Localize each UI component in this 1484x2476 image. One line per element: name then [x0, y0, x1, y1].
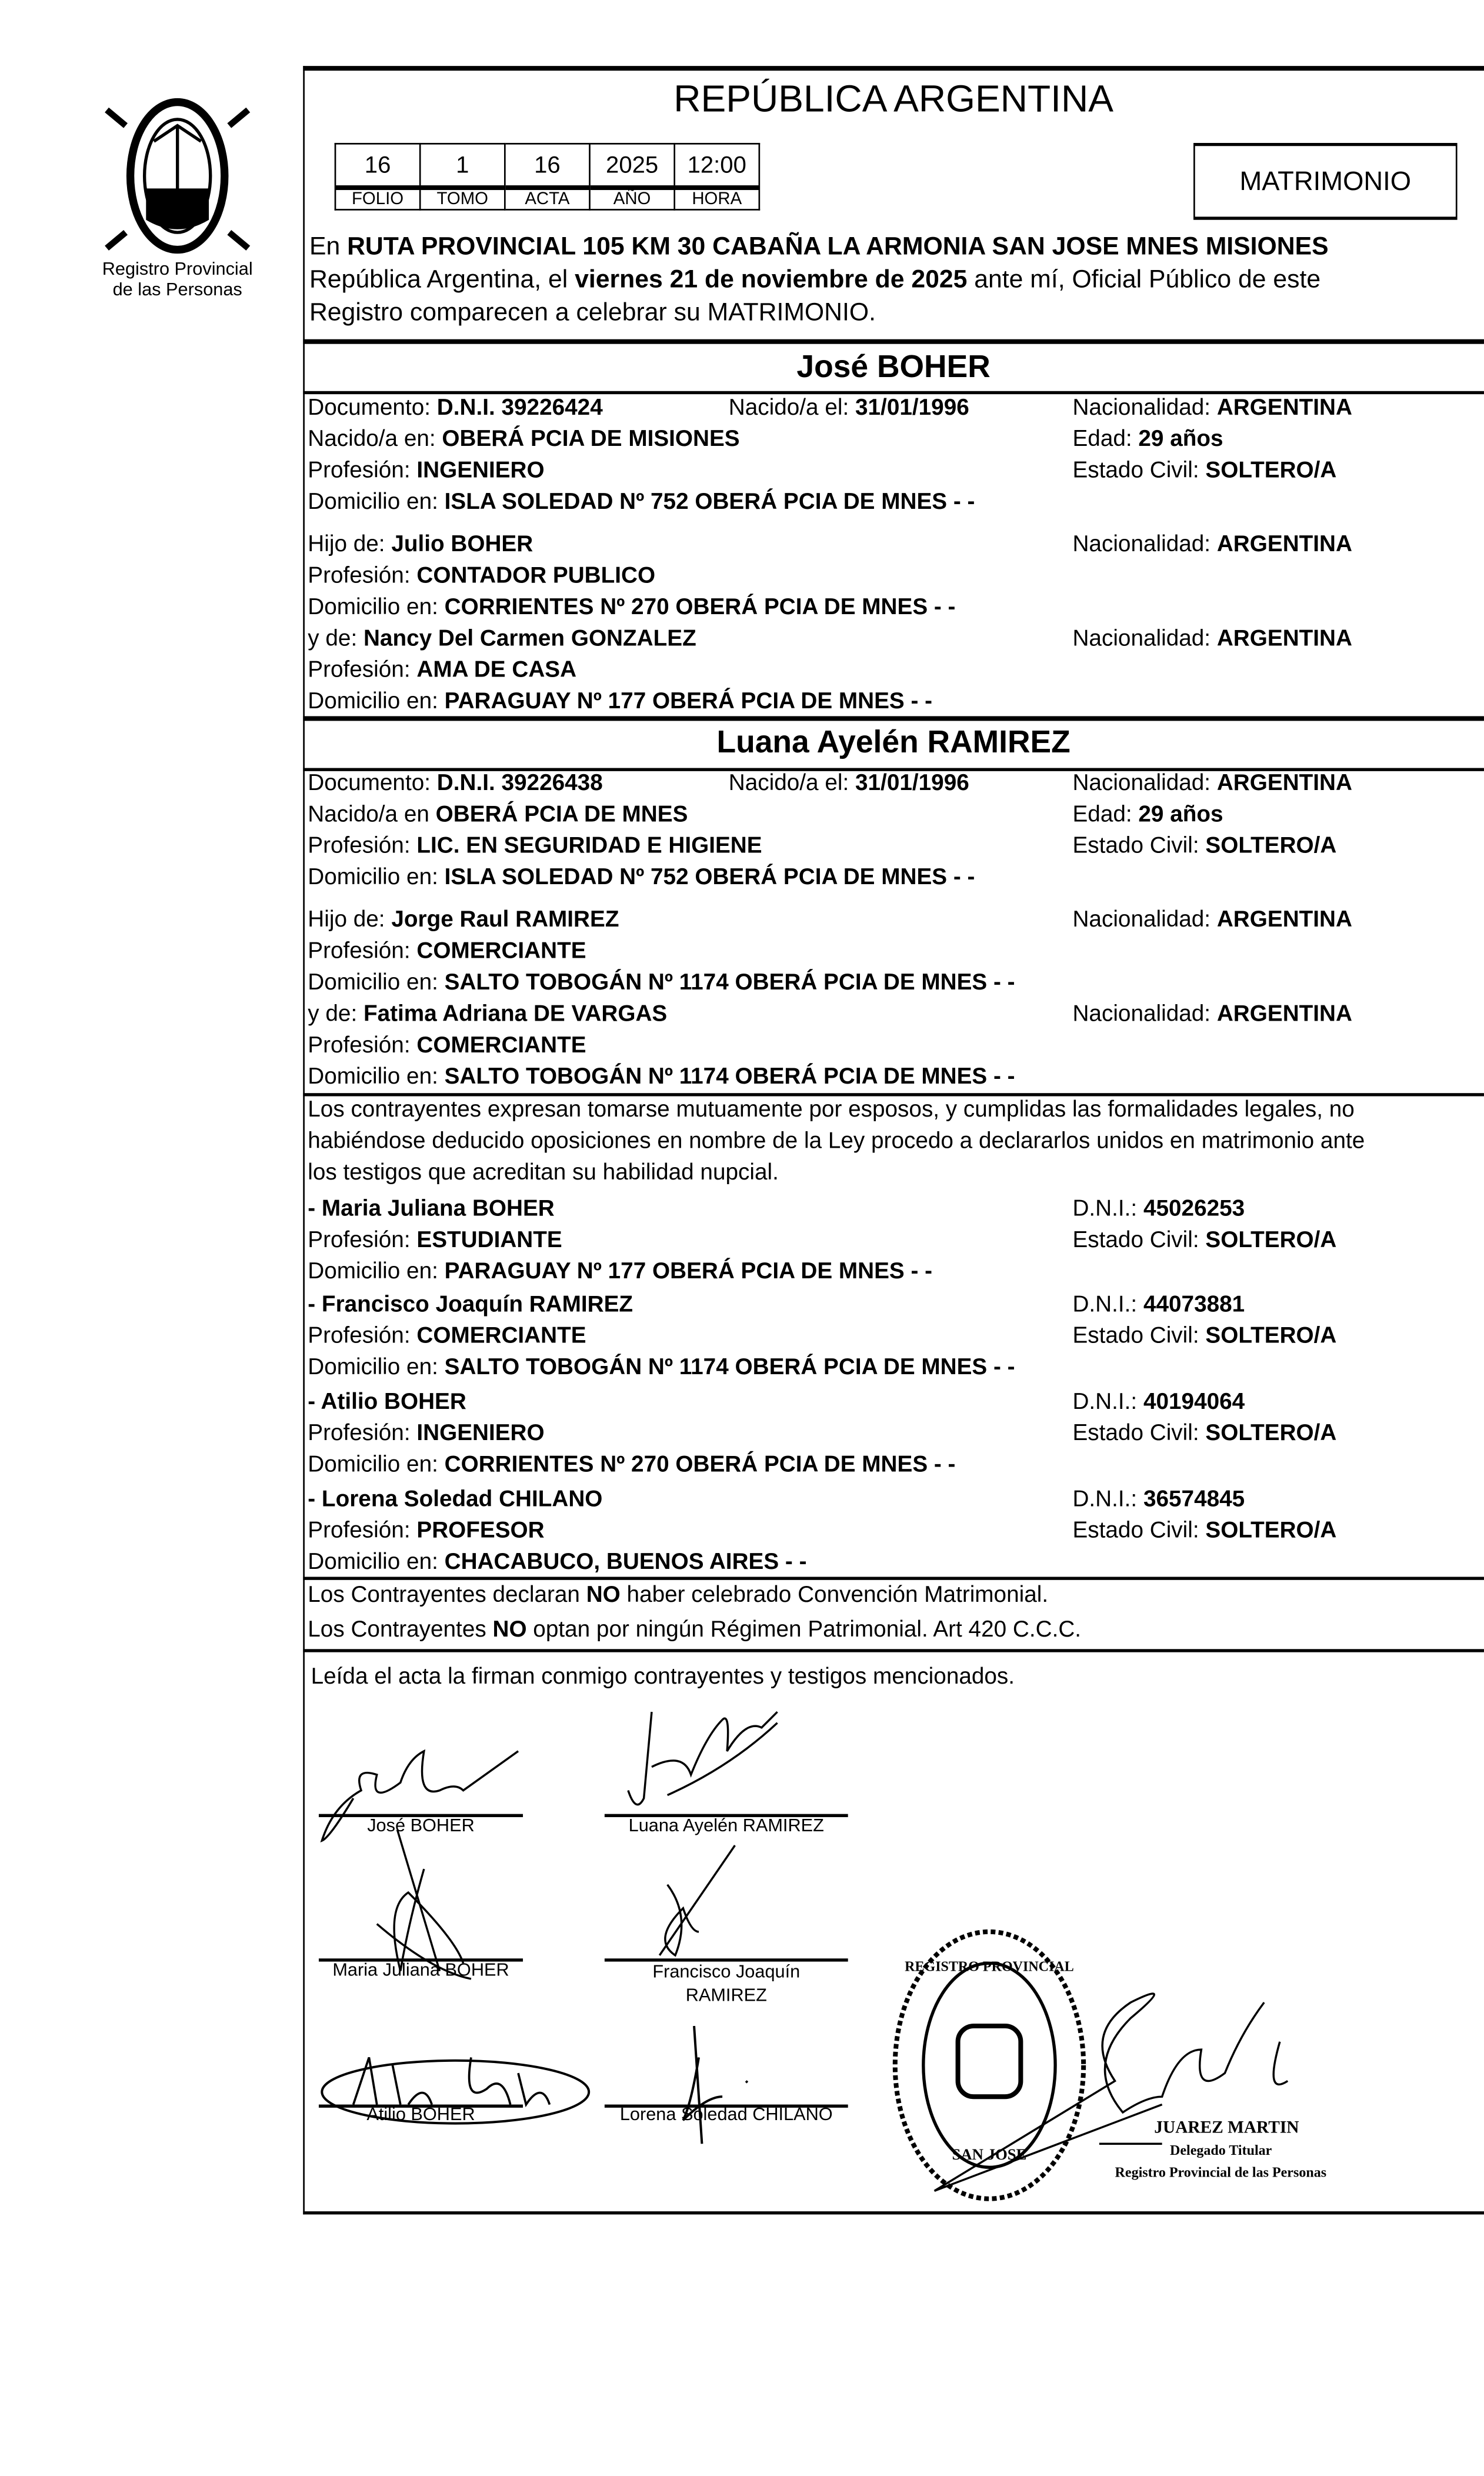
official-name: JUAREZ MARTIN [1154, 2118, 1299, 2138]
signature-label-jose: José BOHER [367, 1817, 475, 1836]
witness-address: Domicilio en: SALTO TOBOGÁN Nº 1174 OBERÁ PCIA DE MNES - - [308, 1355, 1015, 1381]
witness-name: - Francisco Joaquín RAMIREZ [308, 1292, 633, 1318]
record-metadata-table [335, 143, 761, 211]
acta-value: 16 [505, 144, 589, 188]
detail-row: Profesión: AMA DE CASA [308, 658, 577, 684]
logo-caption [83, 261, 271, 301]
witness-dni: D.N.I.: 40194064 [1072, 1389, 1245, 1415]
witness-profession: Profesión: PROFESOR [308, 1518, 545, 1544]
witness-profession: Profesión: INGENIERO [308, 1421, 545, 1447]
detail-row: Documento: D.N.I. 39226424 [308, 395, 603, 421]
detail-right: Estado Civil: SOLTERO/A [1072, 458, 1337, 484]
ceremony-date: viernes 21 de noviembre de 2025 [575, 266, 968, 294]
witness-address: Domicilio en: PARAGUAY Nº 177 OBERÁ PCIA DE MNES - - [308, 1259, 933, 1285]
signature-label-maria: Maria Juliana BOHER [332, 1961, 509, 1981]
detail-right: Edad: 29 años [1072, 802, 1223, 828]
signature-label-francisco: Francisco Joaquín RAMIREZ [652, 1963, 801, 2006]
detail-row: Profesión: INGENIERO [308, 458, 545, 484]
detail-row: Domicilio en: PARAGUAY Nº 177 OBERÁ PCIA DE MNES - - [308, 689, 933, 715]
official-title: Delegado Titular [1170, 2142, 1272, 2158]
act-type-box: MATRIMONIO [1193, 143, 1458, 220]
witness-address: Domicilio en: CHACABUCO, BUENOS AIRES - - [308, 1550, 807, 1575]
folio-value: 16 [335, 144, 420, 188]
witness-dni: D.N.I.: 44073881 [1072, 1292, 1245, 1318]
witness-profession: Profesión: ESTUDIANTE [308, 1228, 562, 1254]
spouse2-name-heading: Luana Ayelén RAMIREZ [716, 725, 1071, 761]
detail-right: Nacionalidad: ARGENTINA [1072, 771, 1352, 797]
signature-label-luana: Luana Ayelén RAMIREZ [628, 1817, 824, 1836]
detail-right: Edad: 29 años [1072, 427, 1223, 452]
official-org: Registro Provincial de las Personas [1115, 2164, 1327, 2180]
detail-right: Nacionalidad: ARGENTINA [1072, 395, 1352, 421]
detail-row: Domicilio en: SALTO TOBOGÁN Nº 1174 OBERÁ PCIA DE MNES - - [308, 970, 1015, 996]
tomo-label: TOMO [420, 188, 505, 209]
intro-paragraph: En RUTA PROVINCIAL 105 KM 30 CABAÑA LA ARMONIA SAN JOSE MNES MISIONES República Argentina, el viernes 21 de noviembre de 2025 ante mí, Oficial Público de este Registro comparecen a celebrar su MATRIMONIO. [309, 234, 1329, 327]
signature-lorena [668, 2026, 778, 2152]
divider [303, 1649, 1484, 1651]
page-title: REPÚBLICA ARGENTINA [673, 78, 1113, 121]
detail-right: Nacionalidad: ARGENTINA [1072, 1002, 1352, 1028]
witness-civil-status: Estado Civil: SOLTERO/A [1072, 1518, 1337, 1544]
misiones-coat-of-arms-logo [94, 94, 261, 258]
folio-label: FOLIO [335, 188, 420, 209]
logo-caption-line1: Registro Provincial [102, 261, 253, 280]
detail-row: Profesión: CONTADOR PUBLICO [308, 564, 656, 589]
detail-row: y de: Fatima Adriana DE VARGAS [308, 1002, 668, 1028]
detail-row: Domicilio en: ISLA SOLEDAD Nº 752 OBERÁ PCIA DE MNES - - [308, 865, 975, 891]
divider [303, 716, 1484, 720]
declaration-text: Los contrayentes expresan tomarse mutuamente por esposos, y cumplidas las formalidades legales, no habiéndose deducido oposiciones en nombre de la Ley procedo a declararlos unidos en matrimonio ante los testigos que acreditan su habilidad nupcial. [308, 1098, 1365, 1186]
witness-civil-status: Estado Civil: SOLTERO/A [1072, 1228, 1337, 1254]
witness-civil-status: Estado Civil: SOLTERO/A [1072, 1324, 1337, 1349]
witness-name: - Atilio BOHER [308, 1389, 466, 1415]
spouse1-name-heading: José BOHER [796, 350, 991, 385]
witness-dni: D.N.I.: 45026253 [1072, 1197, 1245, 1222]
witness-profession: Profesión: COMERCIANTE [308, 1324, 586, 1349]
detail-row: Profesión: LIC. EN SEGURIDAD E HIGIENE [308, 834, 762, 859]
svg-text:REGISTRO PROVINCIAL: REGISTRO PROVINCIAL [905, 1959, 1074, 1975]
conventions: Los Contrayentes declaran NO haber celebrado Convención Matrimonial. Los Contrayentes NO optan por ningún Régimen Patrimonial. Art 420 C.C.C. [308, 1583, 1082, 1643]
signature-maria [338, 1829, 495, 2002]
anio-label: AÑO [590, 188, 675, 209]
detail-row: Domicilio en: SALTO TOBOGÁN Nº 1174 OBERÁ PCIA DE MNES - - [308, 1065, 1015, 1090]
detail-row: Hijo de: Jorge Raul RAMIREZ [308, 908, 619, 933]
signature-francisco [628, 1845, 754, 1971]
svg-text:SAN JOSE: SAN JOSE [952, 2145, 1027, 2163]
hora-value: 12:00 [675, 144, 759, 188]
official-stamp-text [1115, 2117, 1327, 2183]
detail-row: Profesión: COMERCIANTE [308, 939, 586, 965]
ceremony-place: RUTA PROVINCIAL 105 KM 30 CABAÑA LA ARMONIA SAN JOSE MNES MISIONES [347, 234, 1329, 261]
detail-row: Domicilio en: ISLA SOLEDAD Nº 752 OBERÁ PCIA DE MNES - - [308, 489, 975, 515]
detail-row: Documento: D.N.I. 39226438 [308, 771, 603, 797]
detail-row: y de: Nancy Del Carmen GONZALEZ [308, 627, 696, 652]
closing-text: Leída el acta la firman conmigo contrayentes y testigos mencionados. [311, 1664, 1015, 1690]
hora-label: HORA [675, 188, 759, 209]
logo-caption-line2: de las Personas [112, 281, 242, 300]
detail-row: Nacido/a en OBERÁ PCIA DE MNES [308, 802, 688, 828]
detail-row: Nacido/a en: OBERÁ PCIA DE MISIONES [308, 427, 740, 452]
witness-dni: D.N.I.: 36574845 [1072, 1487, 1245, 1513]
witness-address: Domicilio en: CORRIENTES Nº 270 OBERÁ PCIA DE MNES - - [308, 1452, 956, 1478]
detail-row: Domicilio en: CORRIENTES Nº 270 OBERÁ PCIA DE MNES - - [308, 595, 956, 621]
signature-label-lorena: Lorena Soledad CHILANO [619, 2106, 833, 2125]
tomo-value: 1 [420, 144, 505, 188]
detail-right: Nacionalidad: ARGENTINA [1072, 532, 1352, 558]
witness-civil-status: Estado Civil: SOLTERO/A [1072, 1421, 1337, 1447]
witness-name: - Maria Juliana BOHER [308, 1197, 555, 1222]
detail-row: Profesión: COMERCIANTE [308, 1033, 586, 1059]
detail-right: Estado Civil: SOLTERO/A [1072, 834, 1337, 859]
anio-value: 2025 [590, 144, 675, 188]
birth-date: Nacido/a el: 31/01/1996 [728, 771, 969, 797]
birth-date: Nacido/a el: 31/01/1996 [728, 395, 969, 421]
signature-luana [621, 1704, 793, 1822]
divider [303, 339, 1484, 344]
signature-atilio [314, 2042, 597, 2136]
witness-name: - Lorena Soledad CHILANO [308, 1487, 603, 1513]
detail-right: Nacionalidad: ARGENTINA [1072, 627, 1352, 652]
detail-right: Nacionalidad: ARGENTINA [1072, 908, 1352, 933]
signature-label-atilio: Atilio BOHER [366, 2106, 475, 2125]
acta-label: ACTA [505, 188, 589, 209]
detail-row: Hijo de: Julio BOHER [308, 532, 533, 558]
